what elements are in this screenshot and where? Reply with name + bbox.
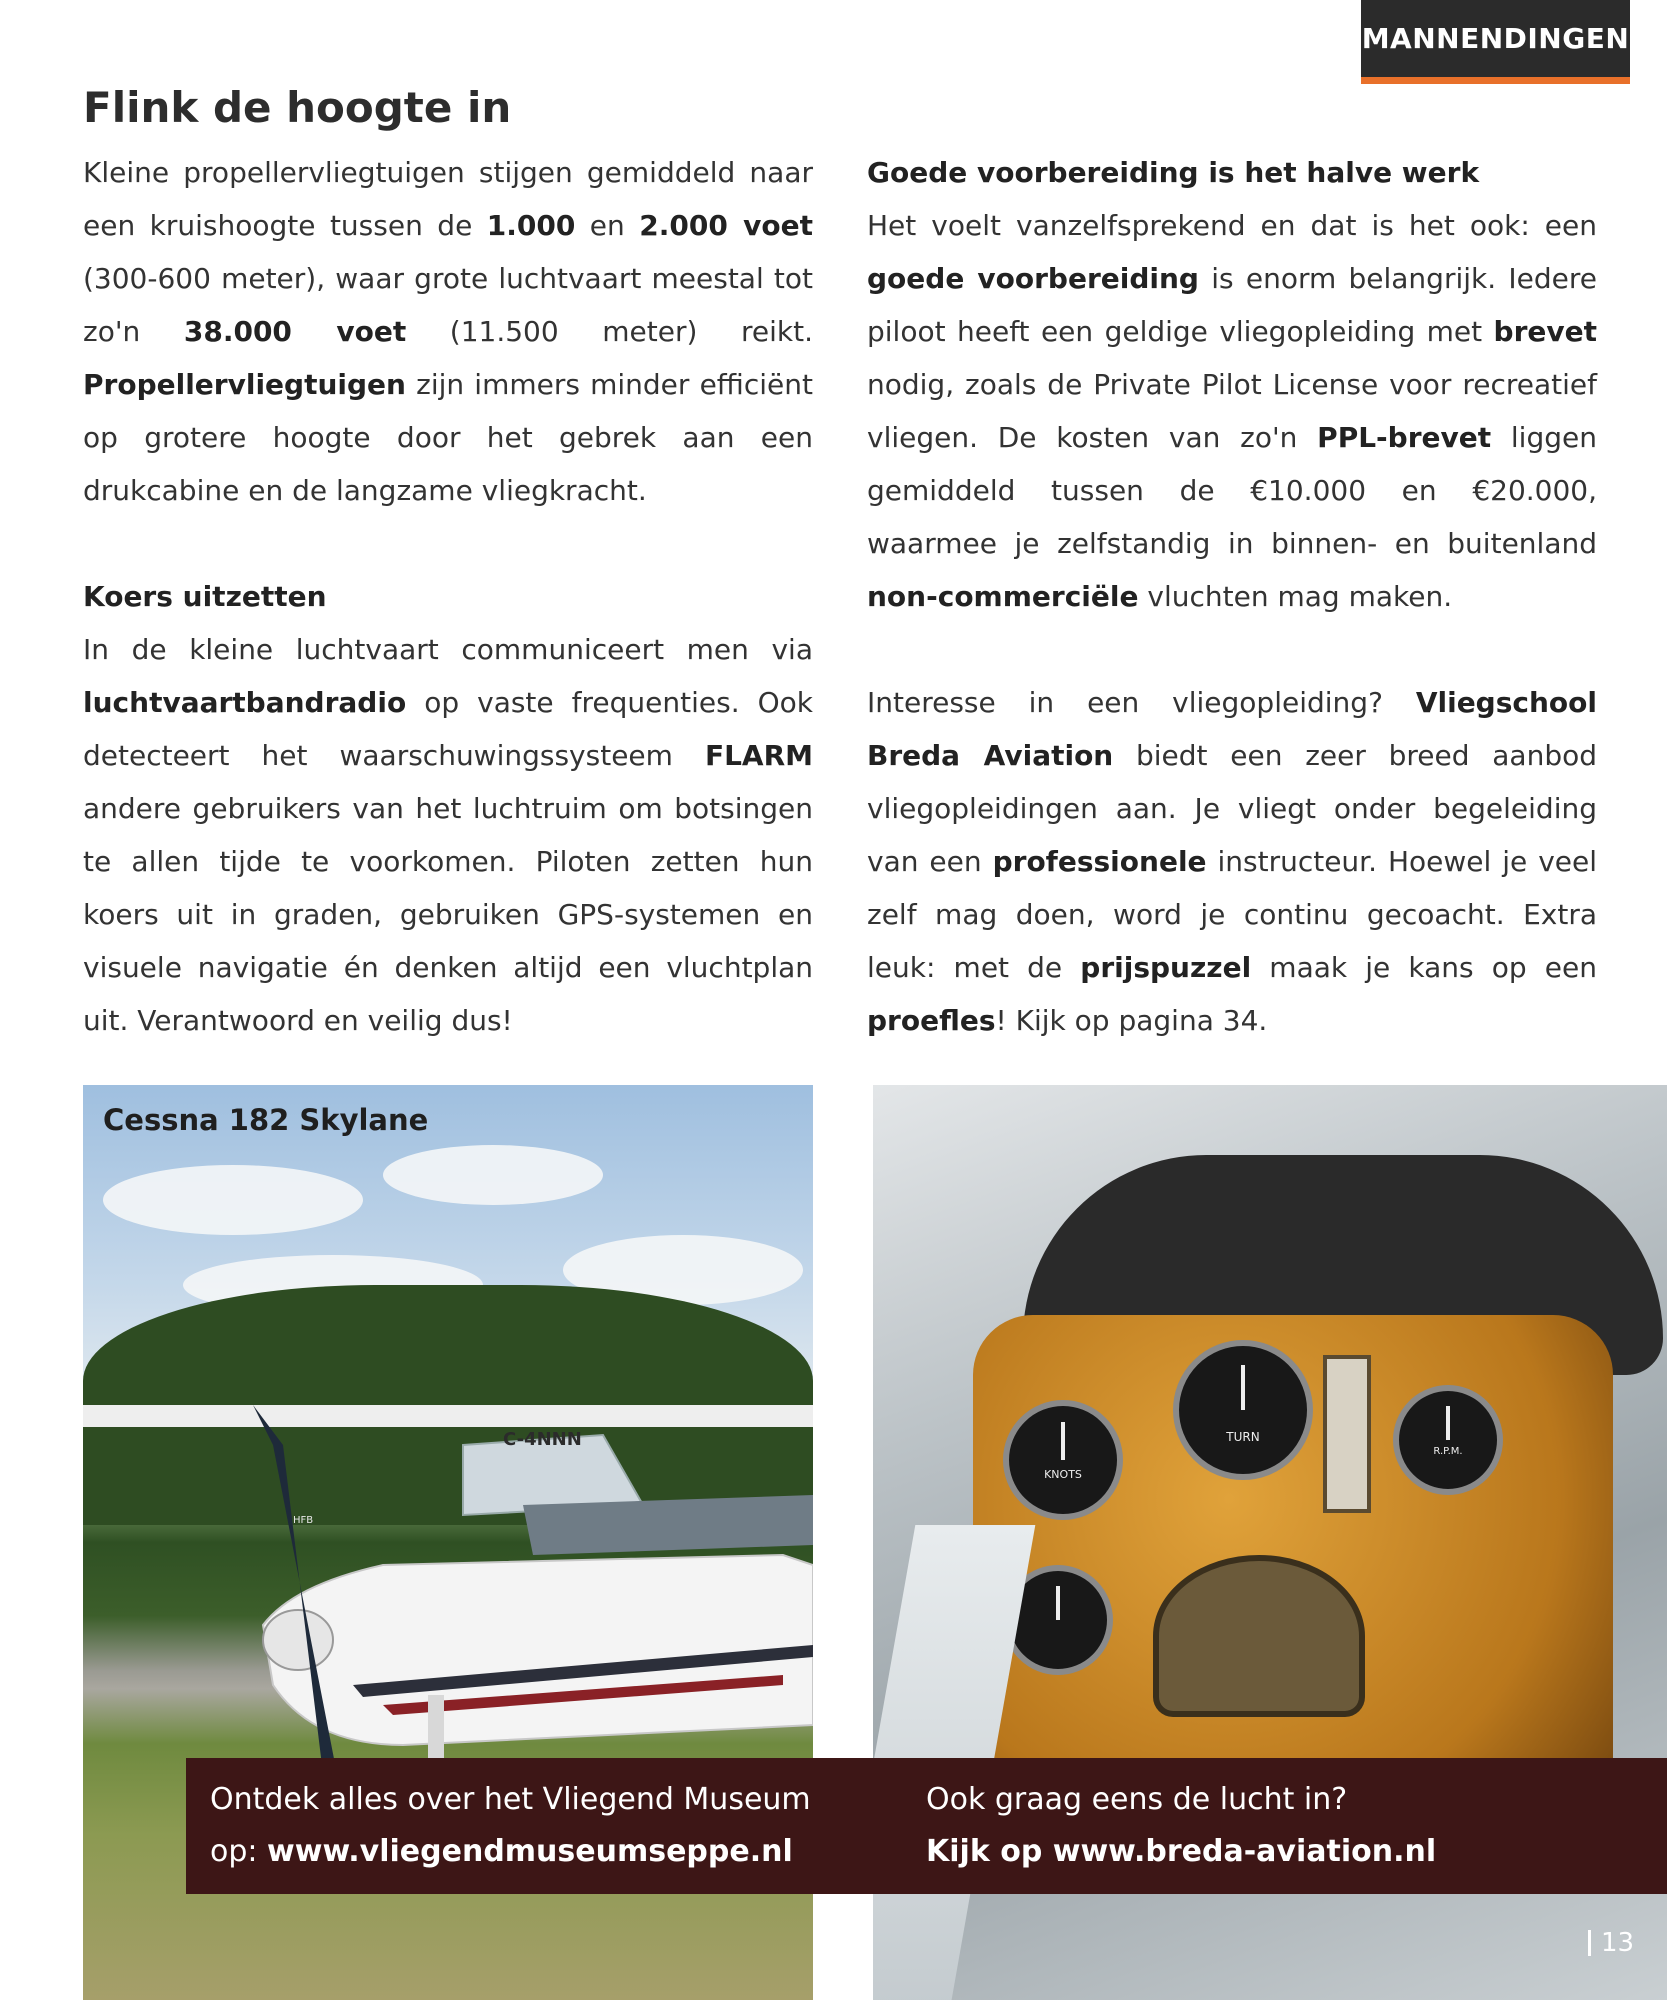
right-column bbox=[867, 146, 1597, 1047]
propeller-text: HFB bbox=[293, 1515, 314, 1526]
heading-voorbereiding: Goede voorbereiding is het halve werk bbox=[867, 156, 1480, 189]
aviation-link[interactable]: Kijk op www.breda-aviation.nl bbox=[926, 1834, 1437, 1869]
article-title: Flink de hoogte in bbox=[83, 83, 512, 132]
paragraph-flight-school: Interesse in een vliegopleiding? Vliegschool Breda Aviation biedt een zeer breed aanbod vliegopleidingen aan. Je vliegt onder begeleiding van een professionele instructeur. Hoewel je veel zelf mag doen, word je continu gecoacht. Extra leuk: met de prijspuzzel maak je kans op een proefles! Kijk op pagina 34. bbox=[867, 686, 1598, 1037]
paragraph-preparation: Het voelt vanzelfsprekend en dat is het ook: een goede voorbereiding is enorm belangrijk. Iedere piloot heeft een geldige vliegopleiding met brevet nodig, zoals de Private Pilot License voor recreatief vliegen. De kosten van zo'n PPL-brevet liggen gemiddeld tussen de €10.000 en €20.000, waarmee je zelfstandig in binnen- en buitenland non-commerciële vluchten mag maken. bbox=[867, 209, 1597, 613]
page-number: 13 bbox=[1588, 1930, 1634, 1956]
section-tag: MANNENDINGEN bbox=[1361, 0, 1630, 84]
photo-caption: Cessna 182 Skylane bbox=[103, 1103, 429, 1137]
tail-registration: C-4NNN bbox=[503, 1429, 582, 1450]
left-column bbox=[83, 146, 813, 1047]
paragraph-navigation: In de kleine luchtvaart communiceert men via luchtvaartbandradio op vaste frequenties. Ook detecteert het waarschuwingssysteem FLARM andere gebruikers van het luchtruim om botsingen te allen tijde te voorkomen. Piloten zetten hun koers uit in graden, gebruiken GPS-systemen en visuele navigatie én denken altijd een vluchtplan uit. Verantwoord en veilig dus! bbox=[83, 633, 813, 1037]
airspeed-gauge: KNOTS bbox=[1003, 1400, 1123, 1520]
museum-link[interactable]: www.vliegendmuseumseppe.nl bbox=[267, 1834, 793, 1869]
paragraph-cruise-altitude: Kleine propellervliegtuigen stijgen gemiddeld naar een kruishoogte tussen de 1.000 en 2.000 voet (300-600 meter), waar grote luchtvaart meestal tot zo'n 38.000 voet (11.500 meter) reikt. Propellervliegtuigen zijn immers minder efficiënt op grotere hoogte door het gebrek aan een drukcabine en de langzame vliegkracht. bbox=[83, 156, 813, 507]
info-banner bbox=[186, 1758, 1667, 1894]
compass bbox=[1153, 1555, 1365, 1717]
aviation-promo: Ook graag eens de lucht in? Kijk op www.breda-aviation.nl bbox=[926, 1782, 1437, 1869]
turn-gauge: TURN bbox=[1173, 1340, 1313, 1480]
level-indicator bbox=[1323, 1355, 1371, 1513]
heading-koers: Koers uitzetten bbox=[83, 580, 327, 613]
rpm-gauge: R.P.M. bbox=[1393, 1385, 1503, 1495]
museum-promo: Ontdek alles over het Vliegend Museum op: www.vliegendmuseumseppe.nl bbox=[210, 1782, 811, 1869]
